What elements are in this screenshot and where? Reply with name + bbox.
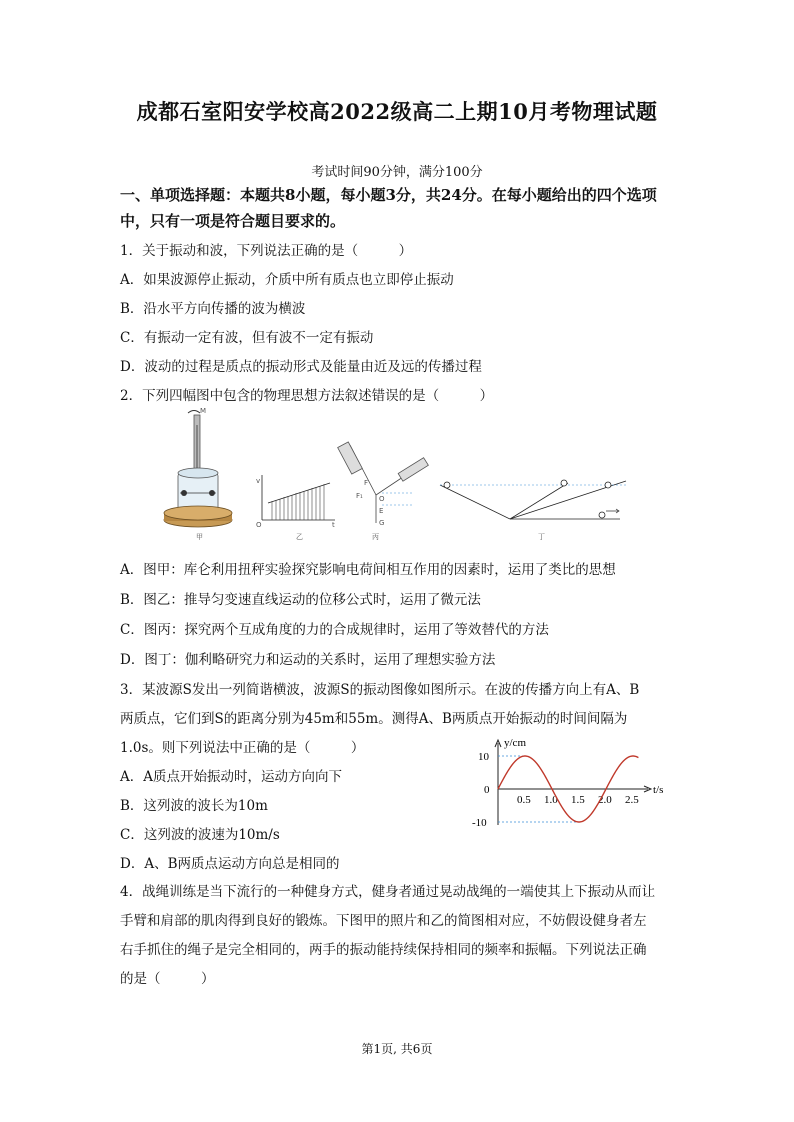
q1-option-b: B．沿水平方向传播的波为横波 <box>120 301 306 317</box>
q2-option-b: B．图乙：推导匀变速直线运动的位移公式时，运用了微元法 <box>120 592 481 608</box>
q2-option-a: A．图甲：库仑利用扭秤实验探究影响电荷间相互作用的因素时，运用了类比的思想 <box>120 562 616 578</box>
q4-line3: 右手抓住的绳子是完全相同的，两手的振动能持续保持相同的频率和振幅。下列说法正确 <box>120 942 647 958</box>
page-title: 成都石室阳安学校高2022级高二上期10月考物理试题 <box>136 99 658 124</box>
x-tick-label: 1.5 <box>571 794 585 806</box>
x-tick-label: 1.0 <box>544 794 558 806</box>
figure-caption-yi: 乙 <box>296 533 303 541</box>
figure-label-t: t <box>332 521 335 529</box>
y-axis-label: y/cm <box>504 737 526 749</box>
figure-caption-bing: 丙 <box>372 533 379 541</box>
q1-option-a: A．如果波源停止振动，介质中所有质点也立即停止振动 <box>120 272 454 288</box>
y-tick-label: -10 <box>472 817 487 829</box>
q1-option-d: D．波动的过程是质点的振动形式及能量由近及远的传播过程 <box>120 359 482 375</box>
x-tick-label: 2.5 <box>625 794 639 806</box>
y-tick-label: 0 <box>484 784 490 796</box>
q4-line2: 手臂和肩部的肌肉得到良好的锻炼。下图甲的照片和乙的简图相对应，不妨假设健身者左 <box>120 913 647 929</box>
q2-option-c: C．图丙：探究两个互成角度的力的合成规律时，运用了等效替代的方法 <box>120 622 549 638</box>
q2-option-d: D．图丁：伽利略研究力和运动的关系时，运用了理想实验方法 <box>120 652 496 668</box>
y-tick-label: 10 <box>478 751 489 763</box>
q2-stem: 2．下列四幅图中包含的物理思想方法叙述错误的是（ ） <box>120 388 494 404</box>
figure-caption-ding: 丁 <box>538 533 545 541</box>
x-axis-label: t/s <box>653 784 664 796</box>
q3-vibration-graph <box>470 735 680 835</box>
figure-bing-spring-scales <box>338 442 429 541</box>
q4-block <box>120 878 680 994</box>
figure-ding-galileo-ramps <box>440 480 628 541</box>
figure-jia-torsion-balance <box>164 407 232 541</box>
figure-label-e: E <box>379 507 384 515</box>
page-footer: 第1页, 共6页 <box>361 1042 433 1056</box>
q3-stem-line3: 1.0s。则下列说法中正确的是（ ） <box>120 740 365 756</box>
q3-stem-line2: 两质点，它们到S的距离分别为45m和55m。测得A、B两质点开始振动的时间间隔为 <box>120 711 628 727</box>
x-tick-label: 0.5 <box>517 794 531 806</box>
q3-option-c: C．这列波的波速为10m/s <box>120 827 280 843</box>
section-heading: 一、单项选择题：本题共8小题，每小题3分，共24分。在每小题给出的四个选项中，只有一项是符合题目要求的。 <box>120 186 657 230</box>
q4-line1: 4．战绳训练是当下流行的一种健身方式，健身者通过晃动战绳的一端使其上下振动从而让 <box>120 884 656 900</box>
q3-stem-line1: 3．某波源S发出一列简谐横波，波源S的振动图像如图所示。在波的传播方向上有A、B <box>120 682 640 698</box>
figure-label-g: G <box>379 519 385 527</box>
figure-label-f: F <box>364 479 369 487</box>
figure-label-v: v <box>256 477 261 485</box>
q3-option-a: A．A质点开始振动时，运动方向向下 <box>120 769 342 785</box>
exam-info: 考试时间90分钟，满分100分 <box>311 165 483 180</box>
q1-stem: 1．关于振动和波，下列说法正确的是（ ） <box>120 243 413 259</box>
figure-yi-vt-graph <box>256 475 335 541</box>
figure-label-f1: F₁ <box>356 492 363 500</box>
q3-option-b: B．这列波的波长为10m <box>120 798 268 814</box>
q1-option-c: C．有振动一定有波，但有波不一定有振动 <box>120 330 374 346</box>
q4-line4: 的是（ ） <box>120 971 215 987</box>
q2-figures <box>150 405 650 545</box>
figure-caption-jia: 甲 <box>196 533 203 541</box>
figure-label-o: O <box>256 521 262 529</box>
figure-label-m: M <box>200 407 207 415</box>
q3-option-d: D．A、B两质点运动方向总是相同的 <box>120 856 340 872</box>
figure-label-o2: O <box>379 495 385 503</box>
x-tick-label: 2.0 <box>598 794 612 806</box>
